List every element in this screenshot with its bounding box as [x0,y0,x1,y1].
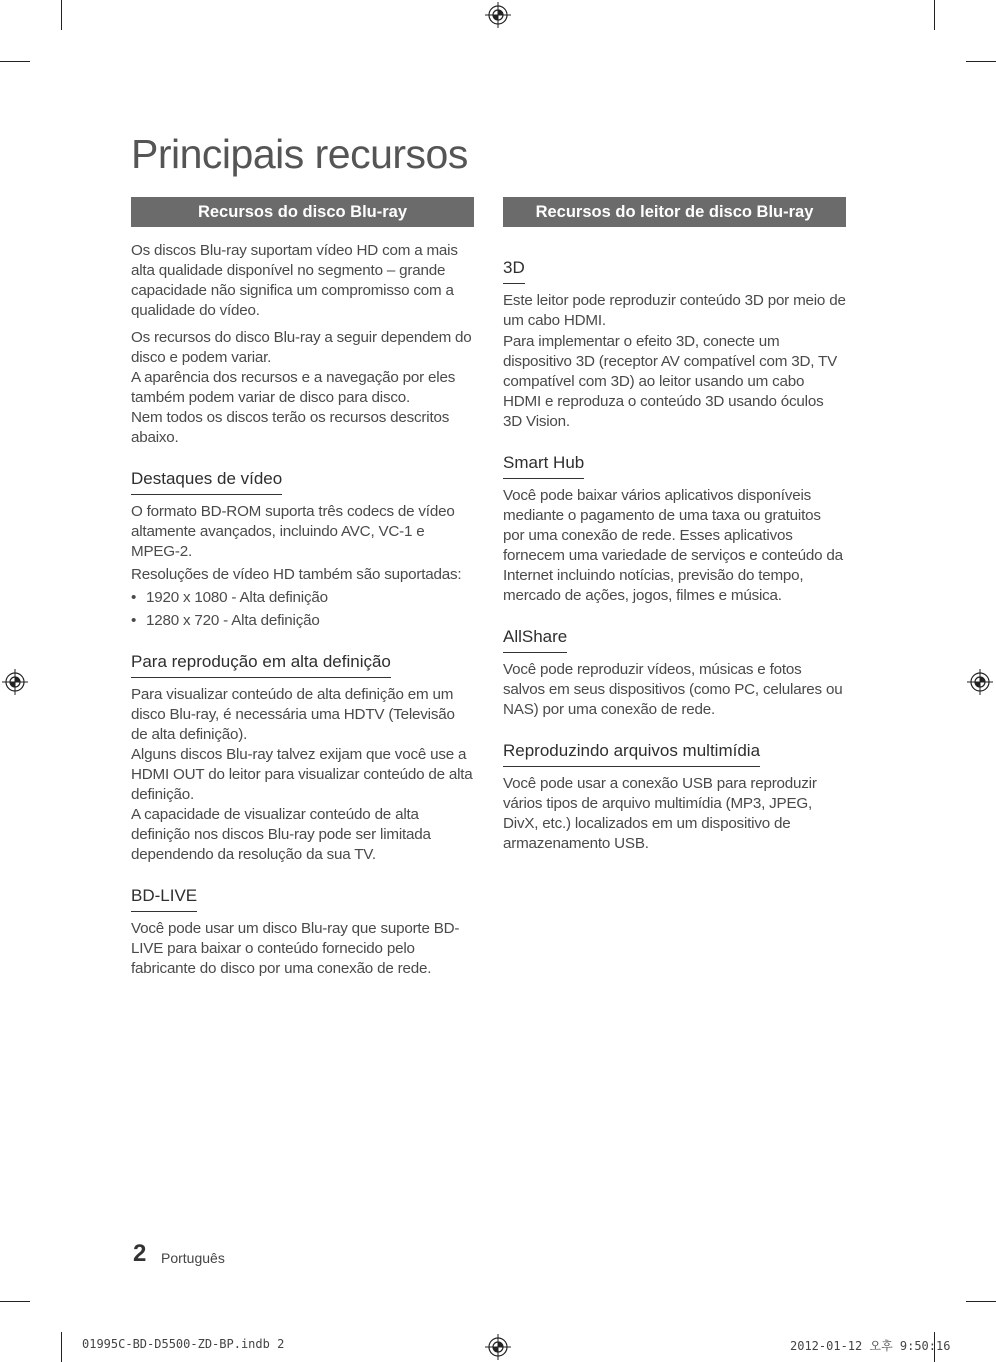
crop-mark [934,0,935,30]
section-heading-allshare: AllShare [503,626,567,653]
paragraph: Você pode baixar vários aplicativos disponíveis mediante o pagamento de uma taxa ou gratuitos por uma conexão de rede. Esses aplicativos fornecem uma variedade de serviços e conteúdo da Internet incluindo notícias, previsão do tempo, mercado de ações, jogos, filmes e música. [503,487,843,604]
paragraph: Para implementar o efeito 3D, conecte um dispositivo 3D (receptor AV compatível com 3D, TV compatível com 3D) ao leitor usando um cabo HDMI e reproduza o conteúdo 3D usando óculos 3D Vision. [503,333,838,430]
left-column [131,197,474,979]
registration-mark-icon [485,1334,511,1360]
section-heading-bd-live: BD-LIVE [131,885,197,912]
paragraph: A aparência dos recursos e a navegação por eles também podem variar de disco para disco. [131,369,456,406]
section-heading-hd-playback: Para reprodução em alta definição [131,651,391,678]
paragraph: Você pode usar a conexão USB para reproduzir vários tipos de arquivo multimídia (MP3, JPEG, DivX, etc.) localizados em um dispositivo de armazenamento USB. [503,775,817,852]
crop-mark [966,1301,996,1302]
section-heading-video-highlights: Destaques de vídeo [131,468,282,495]
language-label: Português [161,1250,225,1266]
footer-filename: 01995C-BD-D5500-ZD-BP.indb 2 [82,1337,285,1351]
crop-mark [0,1301,30,1302]
crop-mark [61,0,62,30]
paragraph: Alguns discos Blu-ray talvez exijam que você use a HDMI OUT do leitor para visualizar conteúdo de alta definição. [131,746,473,803]
paragraph: Os discos Blu-ray suportam vídeo HD com a mais alta qualidade disponível no segmento – grande capacidade não significa um compromisso com a qualidade do vídeo. [131,242,458,319]
registration-mark-icon [967,669,993,695]
right-column [503,197,846,854]
paragraph: Você pode reproduzir vídeos, músicas e fotos salvos em seus dispositivos (como PC, celulares ou NAS) por uma conexão de rede. [503,661,843,718]
registration-mark-icon [2,669,28,695]
list-item: • 1920 x 1080 - Alta definição [131,588,474,608]
paragraph: Nem todos os discos terão os recursos descritos abaixo. [131,409,450,446]
section-heading-multimedia: Reproduzindo arquivos multimídia [503,740,760,767]
paragraph: Para visualizar conteúdo de alta definição em um disco Blu-ray, é necessária uma HDTV (Televisão de alta definição). [131,686,455,743]
page-number: 2 [133,1240,147,1267]
page-title: Principais recursos [131,131,468,177]
registration-mark-icon [485,2,511,28]
paragraph: A capacidade de visualizar conteúdo de alta definição nos discos Blu-ray pode ser limitada dependendo da resolução da sua TV. [131,806,431,863]
paragraph: Este leitor pode reproduzir conteúdo 3D por meio de um cabo HDMI. [503,292,846,329]
section-heading-3d: 3D [503,257,525,284]
section-heading-smart-hub: Smart Hub [503,452,584,479]
crop-mark [0,61,30,62]
section-band-disc-features: Recursos do disco Blu-ray [131,197,474,227]
crop-mark [61,1332,62,1362]
paragraph: O formato BD-ROM suporta três codecs de vídeo altamente avançados, incluindo AVC, VC-1 e MPEG-2. [131,503,455,560]
footer-timestamp: 2012-01-12 오후 9:50:16 [790,1339,951,1353]
section-band-player-features: Recursos do leitor de disco Blu-ray [503,197,846,227]
paragraph: Você pode usar um disco Blu-ray que suporte BD-LIVE para baixar o conteúdo fornecido pelo fabricante do disco por uma conexão de rede. [131,920,460,977]
crop-mark [966,61,996,62]
list-item: • 1280 x 720 - Alta definição [131,611,474,631]
paragraph: Resoluções de vídeo HD também são suportadas: [131,566,462,583]
paragraph: Os recursos do disco Blu-ray a seguir dependem do disco e podem variar. [131,329,472,366]
